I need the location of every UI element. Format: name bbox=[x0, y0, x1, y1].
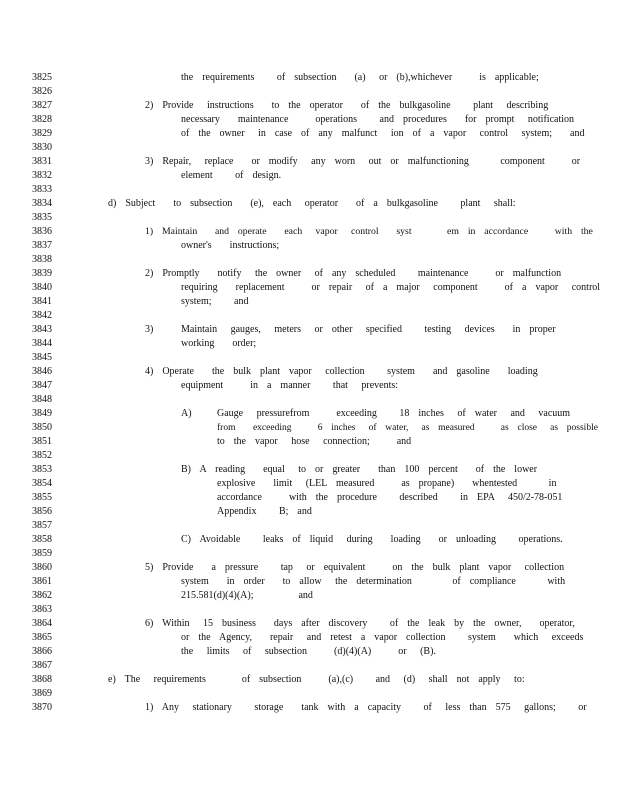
line-number: 3848 bbox=[32, 394, 52, 405]
text-line: 2) Provide instructions to the operator of the bulkgasoline plant describing bbox=[145, 100, 549, 111]
line-number: 3856 bbox=[32, 506, 52, 517]
line-number: 3863 bbox=[32, 604, 52, 615]
line-number: 3865 bbox=[32, 632, 52, 643]
text-line: 3) Repair, replace or modify any worn out or malfunctioning component or bbox=[145, 156, 581, 167]
text-line: 215.581(d)(4)(A); and bbox=[181, 590, 313, 601]
text-line: element of design. bbox=[181, 170, 282, 181]
line-number: 3847 bbox=[32, 380, 52, 391]
text-line: d) Subject to subsection (e), each operator of a bulkgasoline plant shall: bbox=[108, 198, 516, 209]
line-number: 3829 bbox=[32, 128, 52, 139]
line-number: 3827 bbox=[32, 100, 52, 111]
text-line: system; and bbox=[181, 296, 249, 307]
line-number: 3832 bbox=[32, 170, 52, 181]
line-number: 3858 bbox=[32, 534, 52, 545]
text-line: the requirements of subsection (a) or (b),whichever is applicable; bbox=[181, 72, 539, 83]
text-line: e) The requirements of subsection (a),(c) and (d) shall not apply to: bbox=[108, 674, 525, 685]
text-line: equipment in a manner that prevents: bbox=[181, 380, 399, 391]
text-line: to the vapor hose connection; and bbox=[217, 436, 412, 447]
line-number: 3845 bbox=[32, 352, 52, 363]
text-line: from exceeding 6 inches of water, as measured as close as possible bbox=[217, 423, 598, 433]
line-number: 3849 bbox=[32, 408, 52, 419]
text-line: 1) Any stationary storage tank with a capacity of less than 575 gallons; or bbox=[145, 702, 587, 713]
text-line: 1) Maintain and operate each vapor control syst em in accordance with the bbox=[145, 226, 593, 237]
text-line: Gauge pressurefrom exceeding 18 inches of water and vacuum bbox=[217, 408, 571, 419]
line-number: 3850 bbox=[32, 422, 52, 433]
text-line: requiring replacement or repair of a major component of a vapor control bbox=[181, 282, 601, 293]
text-line: owner's instructions; bbox=[181, 240, 280, 251]
line-number: 3870 bbox=[32, 702, 52, 713]
line-number: 3839 bbox=[32, 268, 52, 279]
line-number: 3852 bbox=[32, 450, 52, 461]
text-line: 6) Within 15 business days after discovery of the leak by the owner, operator, bbox=[145, 618, 575, 629]
text-line: Maintain gauges, meters or other specified testing devices in proper bbox=[181, 324, 556, 335]
line-number: 3841 bbox=[32, 296, 52, 307]
line-number: 3831 bbox=[32, 156, 52, 167]
line-number: 3862 bbox=[32, 590, 52, 601]
text-line: or the Agency, repair and retest a vapor collection system which exceeds bbox=[181, 632, 584, 643]
line-number: 3867 bbox=[32, 660, 52, 671]
line-number: 3825 bbox=[32, 72, 52, 83]
line-number: 3844 bbox=[32, 338, 52, 349]
text-line: system in order to allow the determination of compliance with bbox=[181, 576, 566, 587]
line-number: 3838 bbox=[32, 254, 52, 265]
text-line: of the owner in case of any malfunct ion of a vapor control system; and bbox=[181, 128, 585, 139]
line-number: 3843 bbox=[32, 324, 52, 335]
line-number: 3851 bbox=[32, 436, 52, 447]
line-number: 3834 bbox=[32, 198, 52, 209]
line-number: 3866 bbox=[32, 646, 52, 657]
text-line: working order; bbox=[181, 338, 257, 349]
text-line: B) A reading equal to or greater than 100 percent of the lower bbox=[181, 464, 538, 475]
line-number: 3855 bbox=[32, 492, 52, 503]
line-number: 3869 bbox=[32, 688, 52, 699]
text-line: C) Avoidable leaks of liquid during loading or unloading operations. bbox=[181, 534, 563, 545]
text-line: A) bbox=[181, 408, 192, 419]
line-number: 3857 bbox=[32, 520, 52, 531]
line-number: 3830 bbox=[32, 142, 52, 153]
line-number: 3828 bbox=[32, 114, 52, 125]
line-number: 3853 bbox=[32, 464, 52, 475]
line-number: 3837 bbox=[32, 240, 52, 251]
line-number: 3860 bbox=[32, 562, 52, 573]
text-line: accordance with the procedure described in EPA 450/2-78-051 bbox=[217, 492, 563, 503]
line-number: 3840 bbox=[32, 282, 52, 293]
line-number: 3836 bbox=[32, 226, 52, 237]
text-line: necessary maintenance operations and procedures for prompt notification bbox=[181, 114, 575, 125]
line-number: 3846 bbox=[32, 366, 52, 377]
line-number: 3854 bbox=[32, 478, 52, 489]
text-line: the limits of subsection (d)(4)(A) or (B). bbox=[181, 646, 436, 657]
text-line: explosive limit (LEL measured as propane) whentested in bbox=[217, 478, 557, 489]
text-line: 2) Promptly notify the owner of any scheduled maintenance or malfunction bbox=[145, 268, 562, 279]
text-line: 5) Provide a pressure tap or equivalent on the bulk plant vapor collection bbox=[145, 562, 565, 573]
line-number: 3842 bbox=[32, 310, 52, 321]
line-number: 3868 bbox=[32, 674, 52, 685]
text-line: 3) bbox=[145, 324, 154, 335]
line-number: 3861 bbox=[32, 576, 52, 587]
text-line: 4) Operate the bulk plant vapor collection system and gasoline loading bbox=[145, 366, 538, 377]
line-number: 3835 bbox=[32, 212, 52, 223]
text-line: Appendix B; and bbox=[217, 506, 312, 517]
line-number: 3833 bbox=[32, 184, 52, 195]
line-number: 3864 bbox=[32, 618, 52, 629]
line-number: 3826 bbox=[32, 86, 52, 97]
line-number: 3859 bbox=[32, 548, 52, 559]
